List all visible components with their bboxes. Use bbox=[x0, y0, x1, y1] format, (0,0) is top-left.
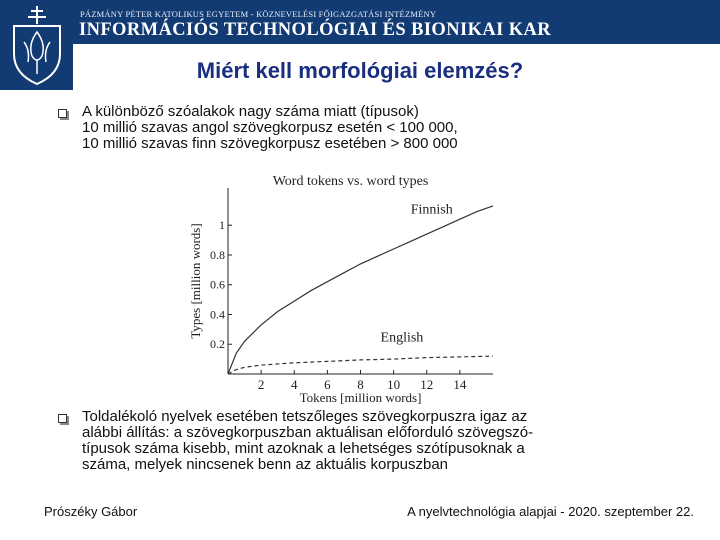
bullet-1-line-2: 10 millió szavas angol szövegkorpusz esetén < 100 000, bbox=[82, 119, 458, 136]
institute-name: PÁZMÁNY PÉTER KATOLIKUS EGYETEM - KÖZNEVELÉSI FŐIGAZGATÁSI INTÉZMÉNY bbox=[80, 9, 437, 19]
chart-y-tick-label: 0.8 bbox=[210, 247, 225, 262]
chart-x-tick-label: 12 bbox=[420, 377, 434, 392]
bullet-1-line-1: A különböző szóalakok nagy száma miatt (típusok) bbox=[82, 103, 419, 120]
chart-y-tick-label: 0.2 bbox=[210, 337, 225, 352]
chart-x-tick-label: 4 bbox=[291, 377, 298, 392]
chart-y-tick-label: 0.6 bbox=[210, 277, 225, 292]
bullet-icon bbox=[58, 109, 67, 118]
bullet-1-line-3: 10 millió szavas finn szövegkorpusz esetében > 800 000 bbox=[82, 135, 458, 152]
bullet-2-line-1: Toldalékoló nyelvek esetében tetszőleges szövegkorpuszra igaz az bbox=[82, 408, 528, 425]
chart-y-label: Types [million words] bbox=[188, 223, 203, 339]
bullet-2 bbox=[82, 409, 642, 473]
chart-series-label: English bbox=[380, 330, 424, 346]
chart-series-finnish-line bbox=[228, 206, 493, 374]
chart-x-tick-label: 8 bbox=[357, 377, 364, 392]
chart-x-tick-label: 14 bbox=[453, 377, 467, 392]
chart-x-tick-label: 2 bbox=[257, 377, 265, 392]
bullet-2-line-4: száma, melyek nincsenek benn az aktuális korpuszban bbox=[82, 456, 449, 473]
chart bbox=[186, 163, 506, 405]
bullet-2-line-2: alábbi állítás: a szövegkorpuszban aktuálisan előforduló szövegszó- bbox=[82, 424, 534, 441]
chart-x-tick-label: 6 bbox=[324, 377, 331, 392]
chart-series-label: Finnish bbox=[410, 202, 453, 218]
bullet-2-line-3: típusok száma kisebb, mint azoknak a lehetséges szótípusoknak a bbox=[82, 440, 525, 457]
chart-x-tick-label: 10 bbox=[387, 377, 401, 392]
chart-y-tick-label: 1 bbox=[219, 218, 225, 233]
bullet-1 bbox=[82, 104, 642, 152]
footer-author: Prószéky Gábor bbox=[44, 504, 138, 519]
slide-title: Miért kell morfológiai elemzés? bbox=[196, 58, 524, 83]
bullet-icon bbox=[58, 414, 67, 423]
chart-y-tick-label: 0.4 bbox=[210, 307, 225, 322]
faculty-name: INFORMÁCIÓS TECHNOLÓGIAI ÉS BIONIKAI KAR bbox=[79, 20, 552, 40]
chart-x-label: Tokens [million words] bbox=[299, 390, 422, 405]
chart-title: Word tokens vs. word types bbox=[272, 174, 429, 189]
footer-course: A nyelvtechnológia alapjai - 2020. szeptember 22. bbox=[407, 504, 694, 519]
